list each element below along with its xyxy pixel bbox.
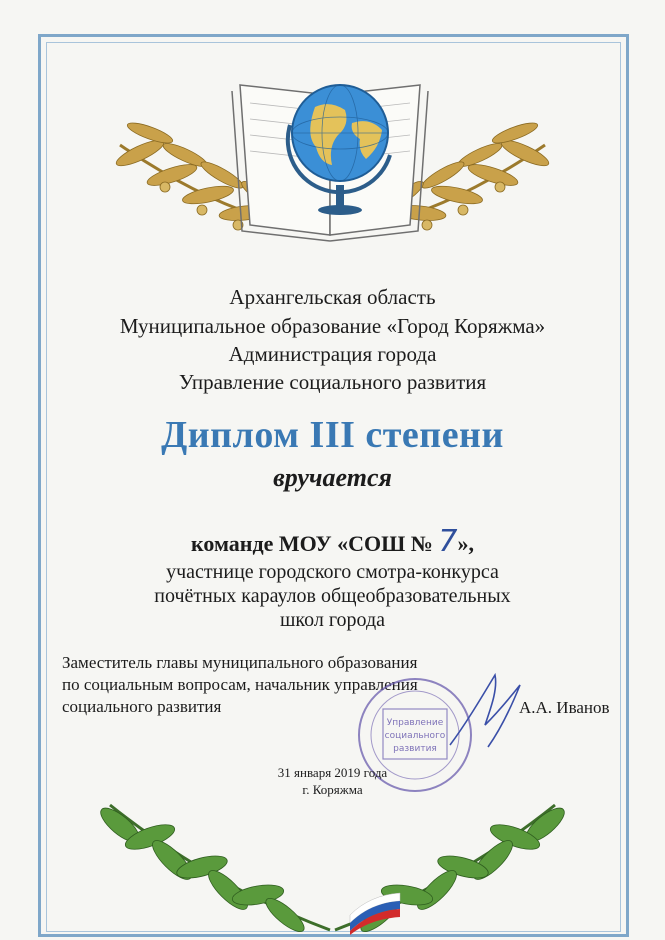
team-suffix: », (457, 531, 475, 556)
date-block (0, 764, 665, 798)
department-line: Управление социального развития (178, 370, 487, 394)
awarded-text: вручается (273, 463, 392, 492)
date-text: 31 января 2019 года (277, 765, 388, 780)
team-number: 7 (438, 524, 458, 559)
description-line-2: почётных караулов общеобразовательных (154, 585, 511, 607)
stamp-line-1: Управление (386, 718, 444, 728)
stamp-line-2: социального (384, 731, 446, 741)
team-line (0, 524, 665, 559)
stamp-line-3: развития (393, 744, 437, 754)
region-line: Архангельская область (229, 285, 436, 309)
tricolor-ribbon-icon (345, 885, 405, 935)
signer-line-2: по социальным вопросам, начальник управления (62, 675, 418, 694)
place-text: г. Коряжма (302, 782, 363, 797)
description-line-3: школ города (280, 609, 385, 631)
description-line-1: участнице городского смотра-конкурса (166, 561, 499, 583)
signature-icon (440, 665, 530, 755)
green-laurel-icon (90, 795, 575, 937)
team-prefix: команде МОУ «СОШ № (190, 531, 433, 556)
municipality-line: Муниципальное образование «Город Коряжма» (119, 314, 546, 338)
signer-line-3: социального развития (62, 697, 222, 716)
signer-name: А.А. Иванов (519, 698, 610, 717)
administration-line: Администрация города (228, 342, 437, 366)
diploma-title: Диплом III степени (161, 414, 504, 456)
globe-book-emblem-icon (90, 55, 575, 255)
signer-line-1: Заместитель главы муниципального образования (62, 653, 418, 672)
